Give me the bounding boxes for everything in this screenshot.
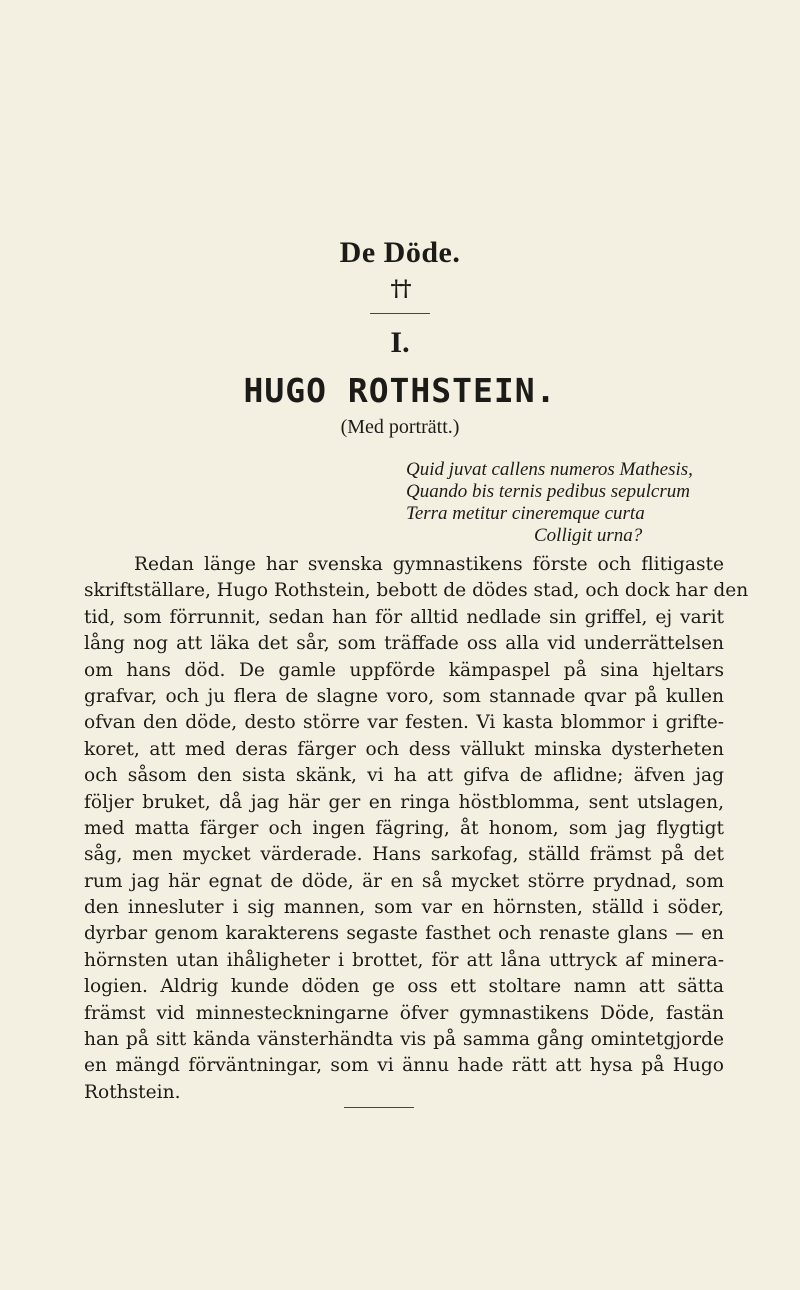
body-line: den innesluter i sig mannen, som var en hörnsten, ställd i söder,: [84, 897, 724, 919]
body-line: Rothstein.: [84, 1081, 181, 1103]
epigraph-line: Quando bis ternis pedibus sepulcrum: [406, 481, 690, 502]
body-line: koret, att med deras färger och dess vällukt minska dysterheten: [84, 738, 724, 760]
body-line: Redan länge har svenska gymnastikens förste och flitigaste: [134, 554, 724, 575]
body-line: om hans död. De gamle uppförde kämpaspel på sina hjeltars: [84, 659, 724, 681]
body-line: en mängd förväntningar, som vi ännu hade rätt att hysa på Hugo: [84, 1055, 724, 1077]
body-line: följer bruket, då jag här ger en ringa höstblomma, sent utslagen,: [84, 791, 724, 813]
body-line: ofvan den döde, desto större var festen. Vi kasta blommor i grifte-: [84, 712, 724, 734]
body-line: hörnsten utan ihåligheter i brottet, för att låna uttryck af minera-: [84, 949, 724, 971]
chapter-title: De Döde.: [339, 236, 461, 269]
body-line: rum jag här egnat de döde, är en så mycket större prydnad, som: [84, 870, 724, 892]
epigraph-line: Colligit urna?: [534, 525, 643, 546]
body-line: tid, som förrunnit, sedan han för alltid nedlade sin griffel, ej varit: [84, 606, 724, 628]
person-name-heading: HUGO ROTHSTEIN.: [243, 371, 557, 410]
epigraph-line: Quid juvat callens numeros Mathesis,: [406, 459, 693, 480]
body-line: med matta färger och ingen fägring, åt honom, som jag flygtigt: [84, 817, 724, 839]
body-paragraph: [84, 552, 749, 1106]
section-numeral: I.: [390, 326, 410, 359]
body-line: grafvar, och ju flera de slagne voro, som stannade qvar på kullen: [84, 685, 724, 707]
body-line: främst vid minnesteckningarne öfver gymnastikens Döde, fastän: [84, 1002, 724, 1024]
body-line: logien. Aldrig kunde döden ge oss ett stoltare namn att sätta: [84, 976, 724, 998]
body-line: han på sitt kända vänsterhändta vis på samma gång omintetgjorde: [84, 1029, 724, 1051]
body-line: skriftställare, Hugo Rothstein, bebott de dödes stad, och dock har den: [84, 580, 749, 602]
divider-rule: [370, 313, 430, 314]
double-cross-icon: ††: [390, 276, 410, 302]
epigraph-line: Terra metitur cineremque curta: [406, 503, 645, 524]
body-line: dyrbar genom karakterens segaste fasthet och renaste glans — en: [84, 923, 724, 945]
body-line: och såsom den sista skänk, vi ha att gifva de aflidne; äfven jag: [84, 765, 724, 787]
portrait-note: (Med porträtt.): [340, 416, 460, 438]
end-divider-rule: [344, 1107, 414, 1108]
latin-epigraph: [406, 459, 736, 547]
body-line: lång nog att läka det sår, som träffade oss alla vid underrättelsen: [84, 633, 724, 655]
body-line: såg, men mycket värderade. Hans sarkofag, ställd främst på det: [84, 844, 724, 866]
